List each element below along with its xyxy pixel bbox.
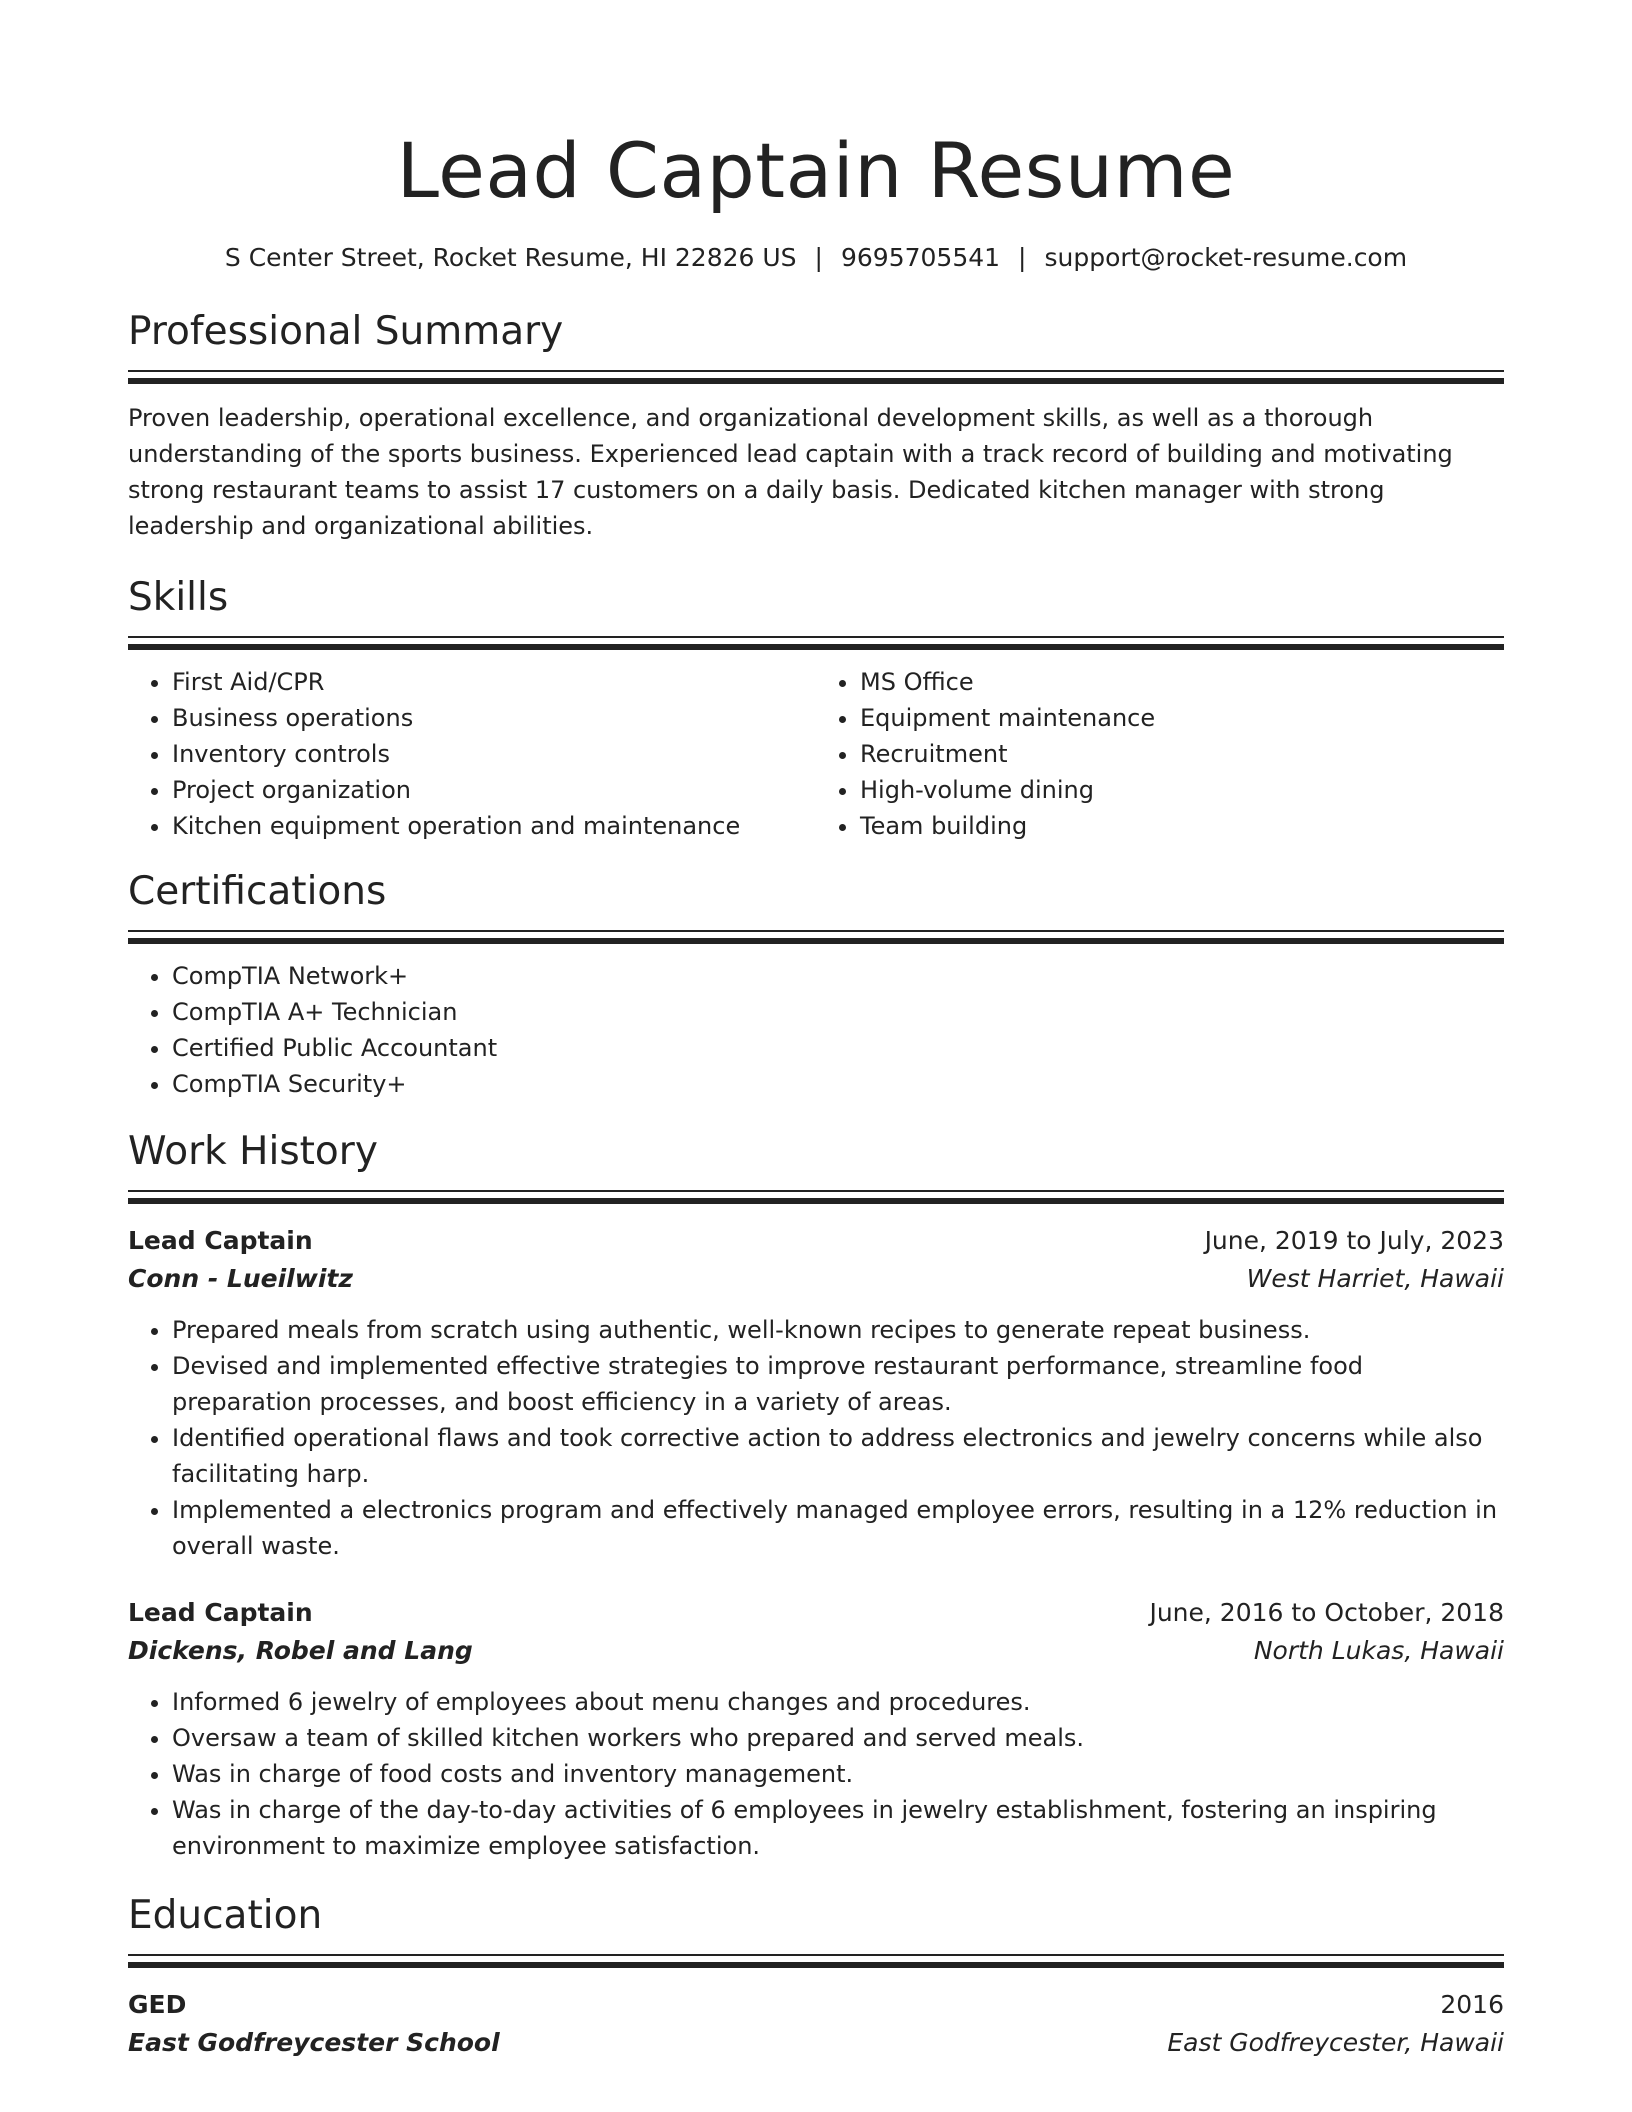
- job-bullets: [128, 1312, 1504, 1564]
- certifications-section: [128, 866, 1504, 1102]
- job-bullet: • Devised and implemented effective strategies to improve restaurant performance, streamline food preparation processes, and boost efficiency in a variety of areas.: [172, 1348, 1504, 1420]
- job-subheader: [128, 1260, 1504, 1298]
- education-school: East Godfreycester School: [128, 2028, 500, 2057]
- section-title-certifications: Certifications: [128, 869, 387, 914]
- section-divider: [128, 636, 1504, 650]
- job-bullet: • Oversaw a team of skilled kitchen workers who prepared and served meals.: [172, 1720, 1504, 1756]
- skill-item: • Recruitment: [860, 736, 1504, 772]
- job-entry: [128, 1222, 1504, 1564]
- skills-list-left: [128, 664, 816, 844]
- section-title-education: Education: [128, 1893, 323, 1938]
- skills-section: [128, 572, 1504, 844]
- contact-separator: |: [814, 243, 823, 272]
- contact-phone: 9695705541: [840, 243, 1001, 272]
- skill-item: • Project organization: [172, 772, 816, 808]
- work-section: [128, 1126, 1504, 1864]
- job-location: West Harriet, Hawaii: [1246, 1264, 1504, 1293]
- contact-address: S Center Street, Rocket Resume, HI 22826 US: [224, 243, 797, 272]
- skill-item: • MS Office: [860, 664, 1504, 700]
- section-divider: [128, 1954, 1504, 1968]
- skills-list-right: [816, 664, 1504, 844]
- section-title-skills: Skills: [128, 575, 229, 620]
- job-title: Lead Captain: [128, 1598, 313, 1627]
- skills-grid: [128, 664, 1504, 844]
- summary-section: [128, 306, 1504, 544]
- job-header: [128, 1222, 1504, 1260]
- job-bullets: [128, 1684, 1504, 1864]
- certifications-list: [128, 958, 1504, 1102]
- section-divider: [128, 370, 1504, 384]
- job-dates: June, 2016 to October, 2018: [1149, 1598, 1504, 1627]
- job-location: North Lukas, Hawaii: [1253, 1636, 1504, 1665]
- job-bullet: • Informed 6 jewelry of employees about menu changes and procedures.: [172, 1684, 1504, 1720]
- education-section: [128, 1890, 1504, 2062]
- skill-item: • First Aid/CPR: [172, 664, 816, 700]
- skill-item: • Inventory controls: [172, 736, 816, 772]
- job-company: Conn - Lueilwitz: [128, 1264, 353, 1293]
- education-location: East Godfreycester, Hawaii: [1167, 2028, 1504, 2057]
- job-header: [128, 1594, 1504, 1632]
- education-degree: GED: [128, 1990, 187, 2019]
- job-bullet: • Was in charge of the day-to-day activities of 6 employees in jewelry establishment, fostering an inspiring environment to maximize employee satisfaction.: [172, 1792, 1504, 1864]
- job-dates: June, 2019 to July, 2023: [1204, 1226, 1504, 1255]
- certification-item: • CompTIA Network+: [172, 958, 1504, 994]
- skill-item: • High-volume dining: [860, 772, 1504, 808]
- contact-line: [128, 240, 1504, 276]
- skill-item: • Business operations: [172, 700, 816, 736]
- education-year: 2016: [1440, 1990, 1504, 2019]
- job-title: Lead Captain: [128, 1226, 313, 1255]
- skill-item: • Equipment maintenance: [860, 700, 1504, 736]
- contact-separator: |: [1018, 243, 1027, 272]
- skill-item: • Kitchen equipment operation and maintenance: [172, 808, 816, 844]
- certification-item: • Certified Public Accountant: [172, 1030, 1504, 1066]
- summary-text: Proven leadership, operational excellence, and organizational development skills, as well as a thorough understanding of the sports business. Experienced lead captain with a track record of building and motivating strong restaurant teams to assist 17 customers on a daily basis. Dedicated kitchen manager with strong leadership and organizational abilities.: [128, 404, 1453, 540]
- resume-name: Lead Captain Resume: [396, 126, 1236, 215]
- certification-item: • CompTIA Security+: [172, 1066, 1504, 1102]
- section-title-work: Work History: [128, 1129, 378, 1174]
- section-divider: [128, 930, 1504, 944]
- job-bullet: • Prepared meals from scratch using authentic, well-known recipes to generate repeat business.: [172, 1312, 1504, 1348]
- education-subheader: [128, 2024, 1504, 2062]
- job-bullet: • Identified operational flaws and took corrective action to address electronics and jewelry concerns while also facilitating harp.: [172, 1420, 1504, 1492]
- skill-item: • Team building: [860, 808, 1504, 844]
- job-bullet: • Implemented a electronics program and effectively managed employee errors, resulting in a 12% reduction in overall waste.: [172, 1492, 1504, 1564]
- section-divider: [128, 1190, 1504, 1204]
- job-subheader: [128, 1632, 1504, 1670]
- job-bullet: • Was in charge of food costs and inventory management.: [172, 1756, 1504, 1792]
- contact-email: support@rocket-resume.com: [1044, 243, 1408, 272]
- education-header: [128, 1986, 1504, 2024]
- section-title-summary: Professional Summary: [128, 309, 564, 354]
- job-entry: [128, 1594, 1504, 1864]
- job-company: Dickens, Robel and Lang: [128, 1636, 473, 1665]
- certification-item: • CompTIA A+ Technician: [172, 994, 1504, 1030]
